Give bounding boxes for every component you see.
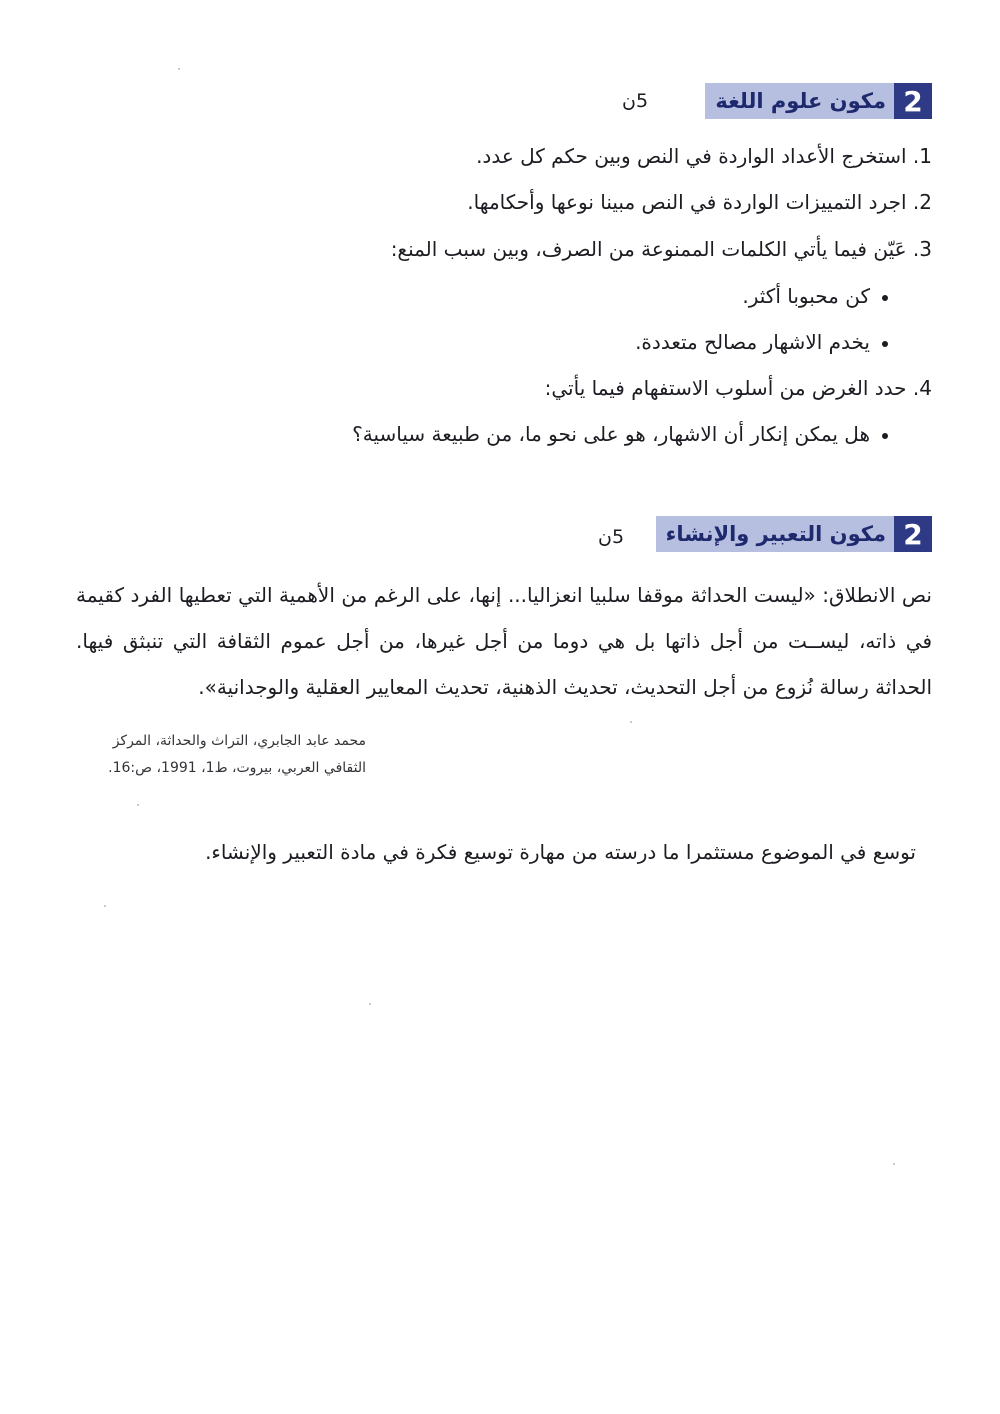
section-title: مكون التعبير والإنشاء [656, 516, 894, 552]
bullet-text: كن محبوبا أكثر. [742, 284, 870, 308]
question-3-item-1 [742, 284, 888, 308]
question-1: 1. استخرج الأعداد الواردة في النص وبين حكم كل عدد. [476, 144, 932, 168]
scan-speck [893, 1163, 895, 1165]
source-line: الثقافي العربي، بيروت، ط1، 1991، ص:16. [108, 760, 366, 776]
bullet-icon [882, 433, 888, 439]
question-4: 4. حدد الغرض من أسلوب الاستفهام فيما يأتي: [544, 376, 932, 400]
scan-speck [369, 1003, 371, 1005]
source-line: محمد عابد الجابري، التراث والحداثة، المركز [112, 733, 366, 749]
section-title: مكون علوم اللغة [705, 83, 894, 119]
passage-source [76, 728, 366, 782]
bullet-icon [882, 295, 888, 301]
scan-speck [178, 68, 180, 70]
question-2: 2. اجرد التمييزات الواردة في النص مبينا نوعها وأحكامها. [467, 190, 932, 214]
writing-task: توسع في الموضوع مستثمرا ما درسته من مهارة توسيع فكرة في مادة التعبير والإنشاء. [205, 840, 916, 864]
scan-speck [104, 905, 106, 907]
bullet-text: يخدم الاشهار مصالح متعددة. [635, 330, 870, 354]
section-number: 2 [894, 83, 932, 119]
scan-speck [630, 721, 632, 723]
question-3-item-2 [635, 330, 888, 354]
bullet-icon [882, 341, 888, 347]
section-number: 2 [894, 516, 932, 552]
scan-speck [137, 804, 139, 806]
section-points: 5ن [598, 526, 625, 548]
question-3: 3. عَيّن فيما يأتي الكلمات الممنوعة من الصرف، وبين سبب المنع: [390, 237, 932, 261]
section-header-language [705, 83, 932, 119]
question-4-item-1 [352, 422, 888, 446]
bullet-text: هل يمكن إنكار أن الاشهار، هو على نحو ما، من طبيعة سياسية؟ [352, 422, 870, 446]
section-header-writing [656, 516, 932, 552]
starting-passage: نص الانطلاق: «ليست الحداثة موقفا سلبيا انعزاليا... إنها، على الرغم من الأهمية التي تعطيها الفرد كقيمة في ذاته، ليســت من أجل ذاتها بل هي دوما من أجل غيرها، من أجل عموم الثقافة التي تنبثق فيها. الحداثة رسالة نُزوع من أجل التحديث، تحديث الذهنية، تحديث المعايير العقلية والوجدانية». [76, 583, 932, 699]
section-points: 5ن [622, 90, 649, 112]
